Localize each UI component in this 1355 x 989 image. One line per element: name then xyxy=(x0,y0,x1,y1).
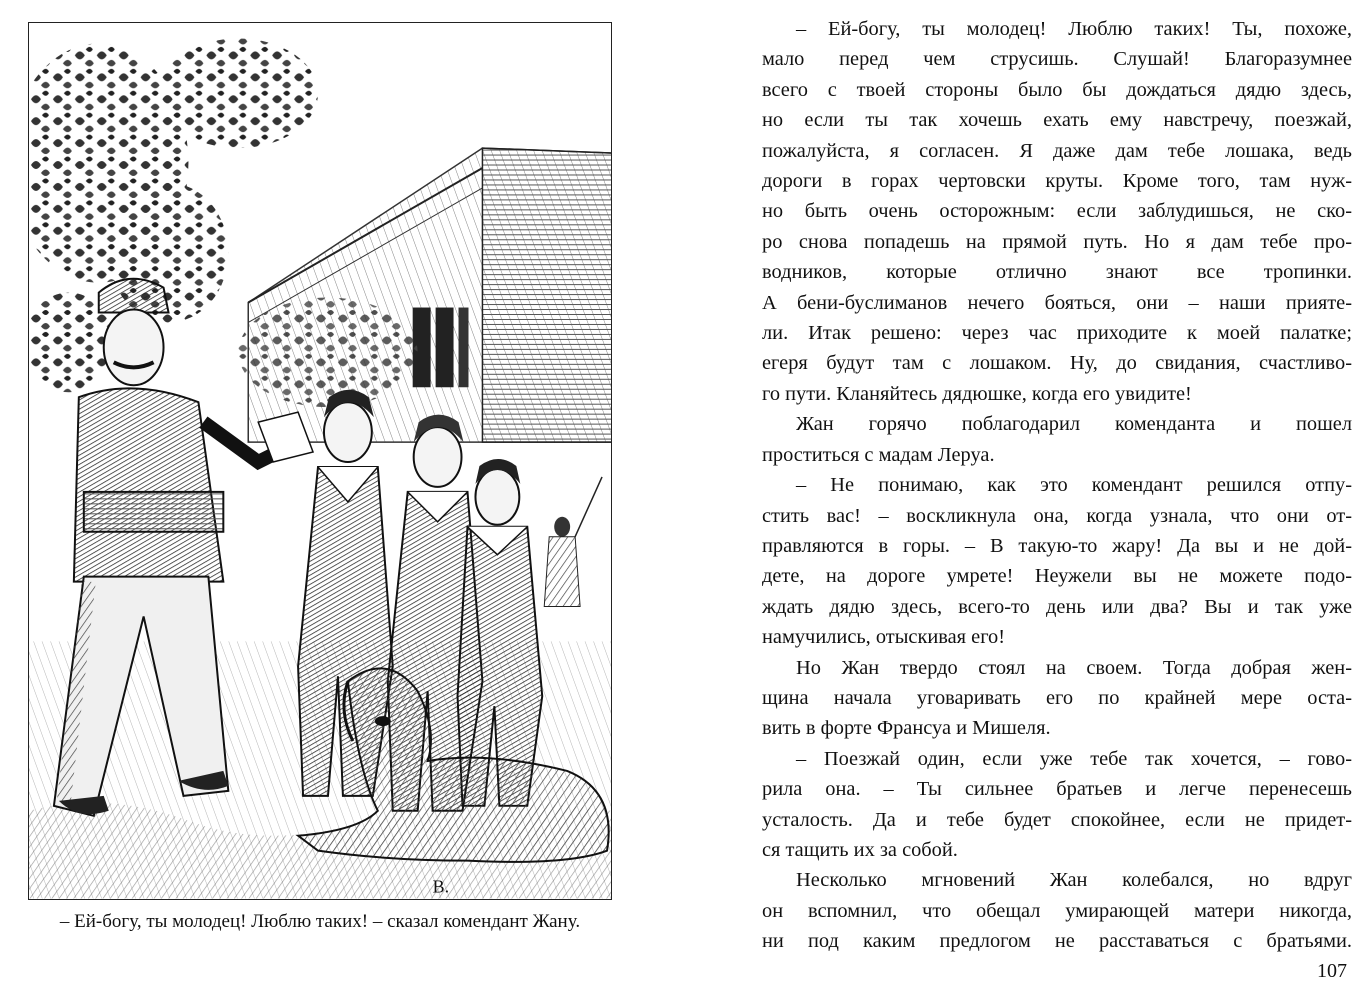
text-line: дороги в горах чертовски круты. Кроме того, там нуж- xyxy=(762,170,1352,193)
text-line: мало перед чем струсишь. Слушай! Благоразумнее xyxy=(762,48,1352,71)
text-line: ни под каким предлогом не расставаться с братьями. xyxy=(762,930,1352,953)
page-number: 107 xyxy=(1317,960,1347,982)
text-line: рила она. – Ты сильнее братьев и легче перенесешь xyxy=(762,778,1352,801)
right-page xyxy=(762,14,1352,957)
paragraph xyxy=(762,409,1352,470)
text-line: правляются в горы. – В такую-то жару! Да вы и не дой- xyxy=(762,534,1352,557)
text-line: ли. Итак решено: через час приходите к моей палатке; xyxy=(762,322,1352,345)
text-line: ждать дядю здесь, всего-то день или два? Вы и так уже xyxy=(762,595,1352,618)
paragraph xyxy=(762,865,1352,956)
engraving-illustration xyxy=(28,22,612,900)
text-line: но быть очень осторожным: если заблудишься, не ско- xyxy=(762,200,1352,223)
left-page xyxy=(0,0,640,989)
artist-signature: B. xyxy=(432,876,450,897)
text-line: проститься с мадам Леруа. xyxy=(762,443,995,466)
text-line: А бени-буслиманов нечего бояться, они – наши прияте- xyxy=(762,291,1352,314)
text-line: водников, которые отлично знают все тропинки. xyxy=(762,261,1352,284)
text-line: намучились, отыскивая его! xyxy=(762,626,1006,649)
engraving-drawing xyxy=(29,23,611,899)
text-line: ро снова попадешь на прямой путь. Но я дам тебе про- xyxy=(762,230,1352,253)
text-line: Но Жан твердо стоял на своем. Тогда добрая жен- xyxy=(796,656,1352,679)
text-line: стить вас! – воскликнула она, когда узнала, что они от- xyxy=(762,504,1352,527)
text-body xyxy=(762,14,1352,957)
paragraph xyxy=(762,14,1352,409)
text-line: ся тащить их за собой. xyxy=(762,838,958,861)
text-line: – Ей-богу, ты молодец! Люблю таких! Ты, похоже, xyxy=(796,18,1352,40)
text-line: го пути. Кланяйтесь дядюшке, когда его увидите! xyxy=(762,382,1192,405)
text-line: вить в форте Франсуа и Мишеля. xyxy=(762,717,1051,740)
text-line: но если ты так хочешь ехать ему навстречу, поезжай, xyxy=(762,109,1352,132)
illustration-caption: – Ей-богу, ты молодец! Люблю таких! – сказал комендант Жану. xyxy=(59,911,581,932)
boy-figure-3 xyxy=(458,459,543,806)
text-line: дете, на дороге умрете! Неужели вы не можете подо- xyxy=(762,565,1352,588)
text-line: – Поезжай один, если уже тебе так хочется, – гово- xyxy=(796,747,1352,770)
paragraph xyxy=(762,744,1352,866)
paragraph xyxy=(762,470,1352,652)
tree-foliage xyxy=(29,38,418,407)
text-line: Несколько мгновений Жан колебался, но вдруг xyxy=(796,869,1352,892)
text-line: – Не понимаю, как это комендант решился отпу- xyxy=(796,474,1352,497)
text-line: он вспомнил, что обещал умирающей матери никогда, xyxy=(762,899,1352,922)
text-line: щина начала уговаривать его по крайней мере оста- xyxy=(762,686,1352,709)
text-line: пожалуйста, я согласен. Я даже дам тебе лошака, ведь xyxy=(762,139,1352,162)
text-line: всего с твоей стороны было бы дождаться дядю здесь, xyxy=(762,78,1352,101)
text-line: егеря будут там с лошаком. Ну, до свидания, счастливо- xyxy=(762,352,1352,375)
text-line: Жан горячо поблагодарил коменданта и пошел xyxy=(796,413,1352,436)
paragraph xyxy=(762,653,1352,744)
text-line: усталость. Да и тебе будет спокойнее, если не придет- xyxy=(762,808,1352,831)
distant-figure xyxy=(544,477,602,607)
